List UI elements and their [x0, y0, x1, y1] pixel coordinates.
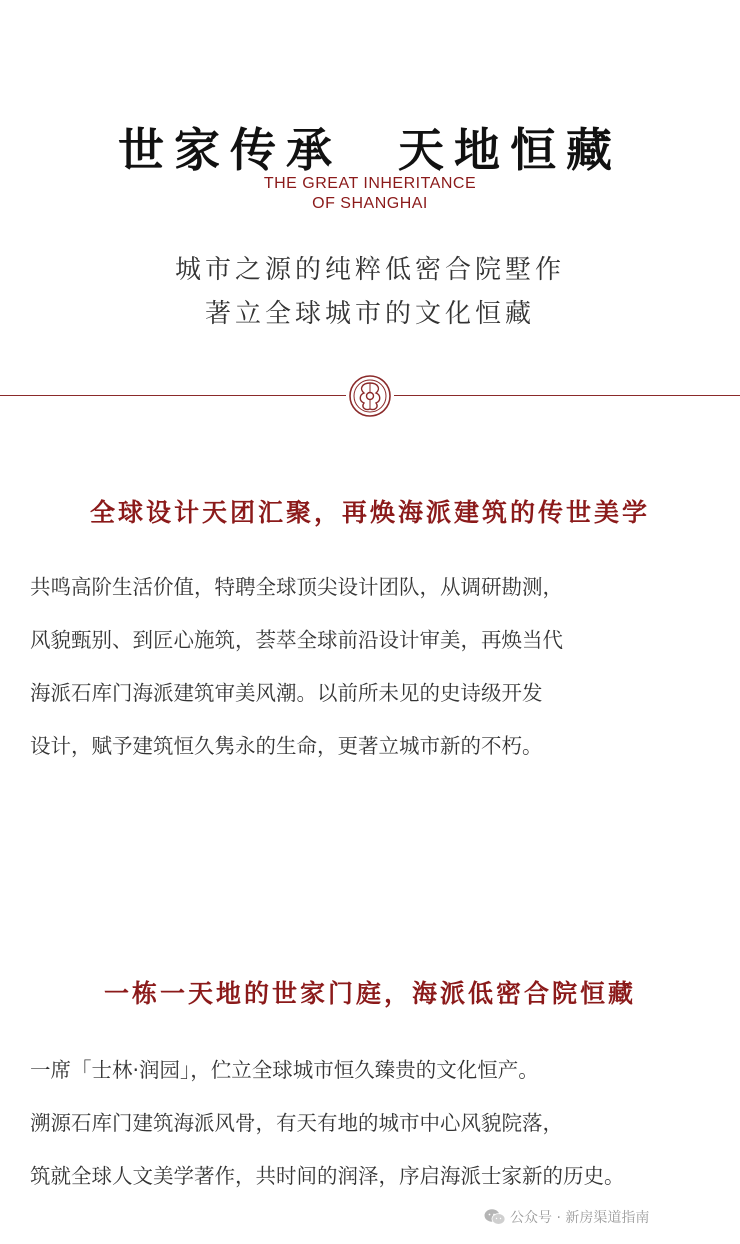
divider-line-right: [394, 395, 740, 396]
section-paragraph-courtyard: [30, 1050, 720, 1209]
english-subtitle-line: THE GREAT INHERITANCE: [263, 175, 477, 192]
page-title: 世家传承 天地恒藏: [118, 122, 622, 177]
section-heading-design: 全球设计天团汇聚，再焕海派建筑的传世美学: [89, 497, 650, 527]
english-subtitle-line: OF SHANGHAI: [312, 195, 428, 212]
source-watermark: [484, 1206, 649, 1228]
watermark-text: 公众号 · 新房渠道指南: [510, 1210, 650, 1226]
paragraph-line: 设计，赋予建筑恒久隽永的生命，更著立城市新的不朽。: [30, 734, 543, 758]
paragraph-line: 风貌甄别、到匠心施筑，荟萃全球前沿设计审美，再焕当代: [30, 628, 563, 652]
tagline-line-1: 城市之源的纯粹低密合院墅作: [174, 255, 565, 285]
english-subtitle: [0, 174, 740, 214]
ornament-emblem-icon: [348, 374, 392, 418]
section-paragraph-design: [30, 567, 720, 779]
divider-line-left: [0, 395, 346, 396]
paragraph-line: 一席「士林·润园」，伫立全球城市恒久臻贵的文化恒产。: [30, 1058, 539, 1082]
wechat-icon: [484, 1208, 506, 1226]
paragraph-line: 共鸣高阶生活价值，特聘全球顶尖设计团队，从调研勘测，: [30, 575, 563, 599]
tagline-line-2: 著立全球城市的文化恒藏: [204, 299, 535, 329]
paragraph-line: 海派石库门海派建筑审美风潮。以前所未见的史诗级开发: [30, 681, 543, 705]
paragraph-line: 筑就全球人文美学著作，共时间的润泽，序启海派士家新的历史。: [30, 1164, 625, 1188]
ornamental-divider: [0, 368, 740, 424]
paragraph-line: 溯源石库门建筑海派风骨，有天有地的城市中心风貌院落，: [30, 1111, 563, 1135]
section-heading-courtyard: 一栋一天地的世家门庭，海派低密合院恒藏: [103, 978, 636, 1008]
